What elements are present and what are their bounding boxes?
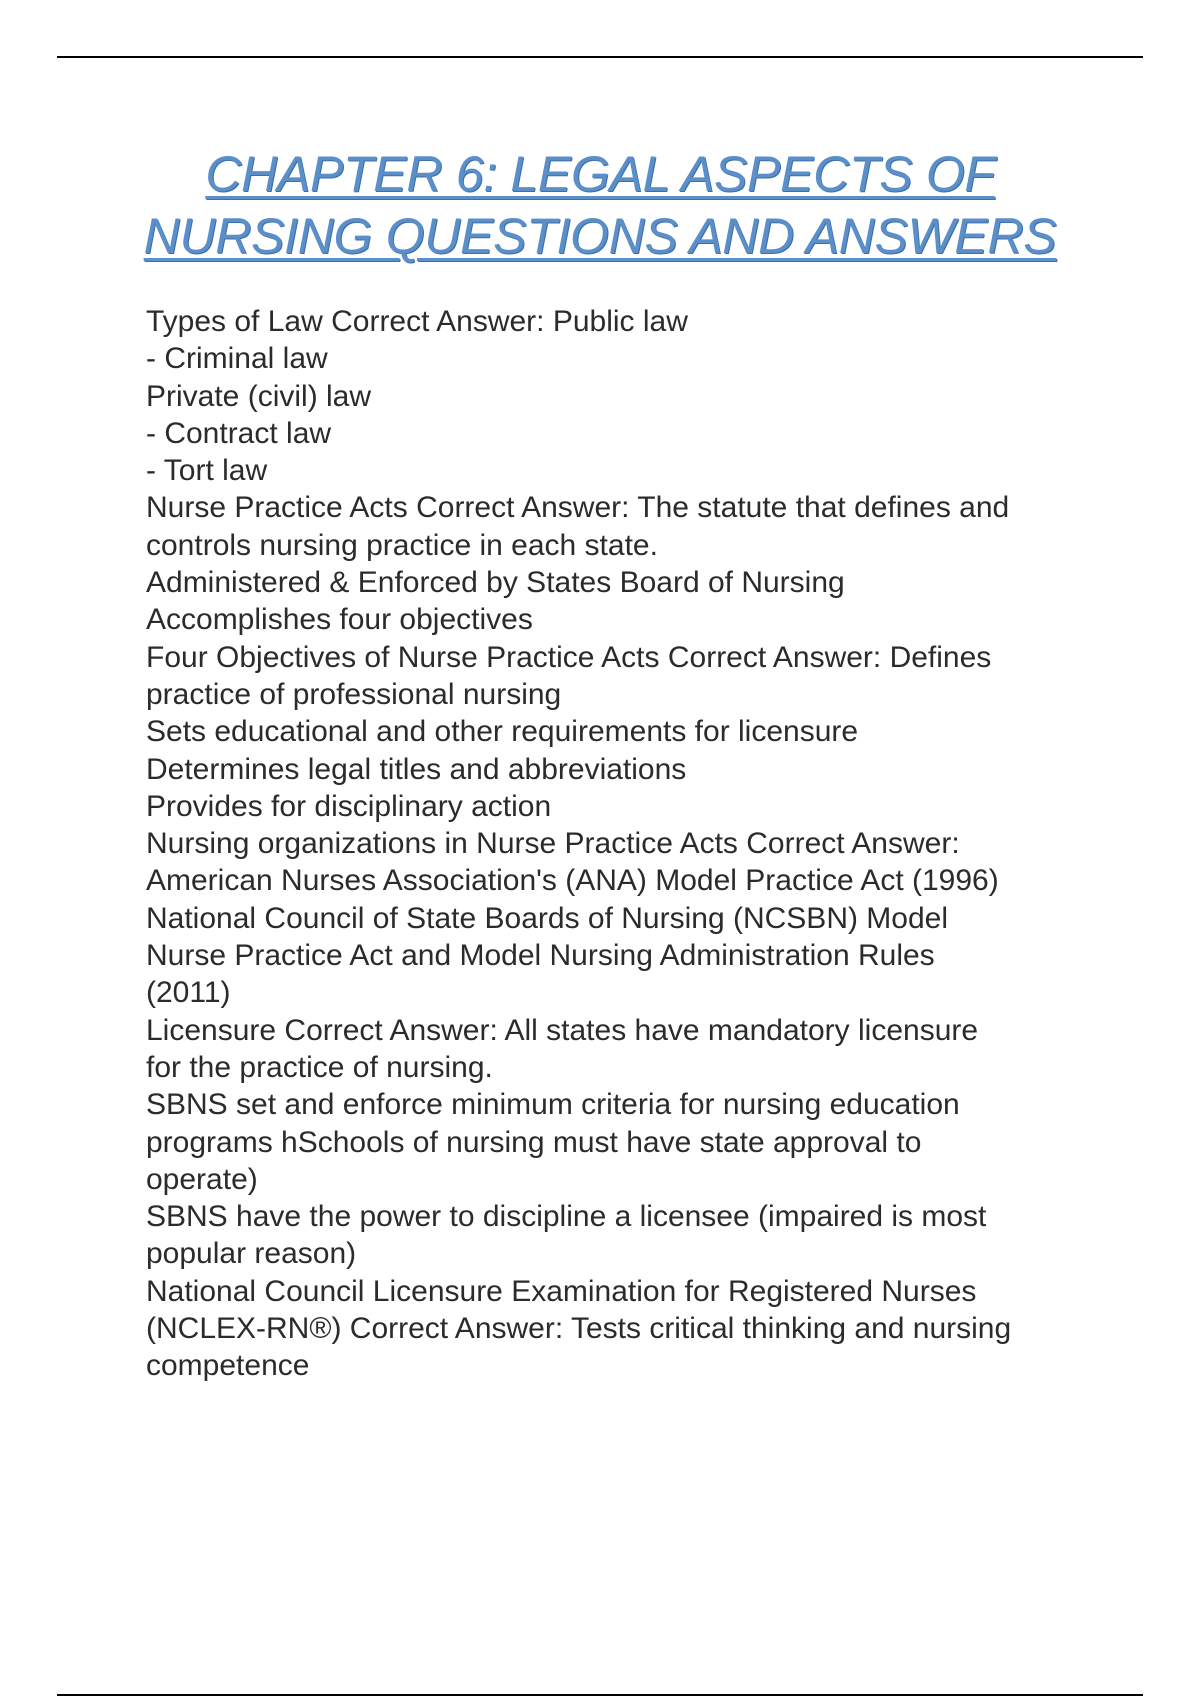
top-rule xyxy=(57,56,1143,58)
text-line: National Council Licensure Examination for Registered Nurses xyxy=(146,1274,977,1308)
text-line: SBNS have the power to discipline a licensee (impaired is most xyxy=(146,1200,987,1234)
text-line: Determines legal titles and abbreviations xyxy=(146,752,687,786)
text-line: for the practice of nursing. xyxy=(146,1050,493,1084)
text-line: (NCLEX-RN®) Correct Answer: Tests critical thinking and nursing xyxy=(146,1312,1012,1346)
title-line-1: CHAPTER 6: LEGAL ASPECTS OF xyxy=(205,146,995,202)
text-line: controls nursing practice in each state. xyxy=(146,528,658,562)
text-line: National Council of State Boards of Nursing (NCSBN) Model xyxy=(146,901,949,935)
text-line: practice of professional nursing xyxy=(146,677,562,711)
title-line-2: NURSING QUESTIONS AND ANSWERS xyxy=(143,208,1057,264)
text-line: Sets educational and other requirements for licensure xyxy=(146,715,859,749)
text-line: Provides for disciplinary action xyxy=(146,789,552,823)
text-line: Nurse Practice Acts Correct Answer: The statute that defines and xyxy=(146,491,1010,525)
text-line: American Nurses Association's (ANA) Model Practice Act (1996) xyxy=(146,864,999,898)
qa-body xyxy=(146,303,1086,1385)
text-line: operate) xyxy=(146,1162,258,1196)
text-line: Four Objectives of Nurse Practice Acts Correct Answer: Defines xyxy=(146,640,992,674)
text-line: - Criminal law xyxy=(146,342,328,376)
text-line: popular reason) xyxy=(146,1237,357,1271)
bottom-rule xyxy=(57,1694,1143,1696)
text-line: Administered & Enforced by States Board of Nursing xyxy=(146,566,845,600)
text-line: Nurse Practice Act and Model Nursing Administration Rules xyxy=(146,939,935,973)
text-line: (2011) xyxy=(146,976,231,1010)
text-line: Private (civil) law xyxy=(146,379,372,413)
text-line: Types of Law Correct Answer: Public law xyxy=(146,305,688,338)
document-title xyxy=(100,143,1100,267)
text-line: Accomplishes four objectives xyxy=(146,603,533,637)
text-line: Nursing organizations in Nurse Practice Acts Correct Answer: xyxy=(146,827,960,861)
text-line: - Tort law xyxy=(146,454,268,488)
text-line: - Contract law xyxy=(146,416,332,450)
text-line: SBNS set and enforce minimum criteria for nursing education xyxy=(146,1088,960,1122)
text-line: programs hSchools of nursing must have state approval to xyxy=(146,1125,922,1159)
text-line: competence xyxy=(146,1349,310,1383)
text-line: Licensure Correct Answer: All states have mandatory licensure xyxy=(146,1013,979,1047)
